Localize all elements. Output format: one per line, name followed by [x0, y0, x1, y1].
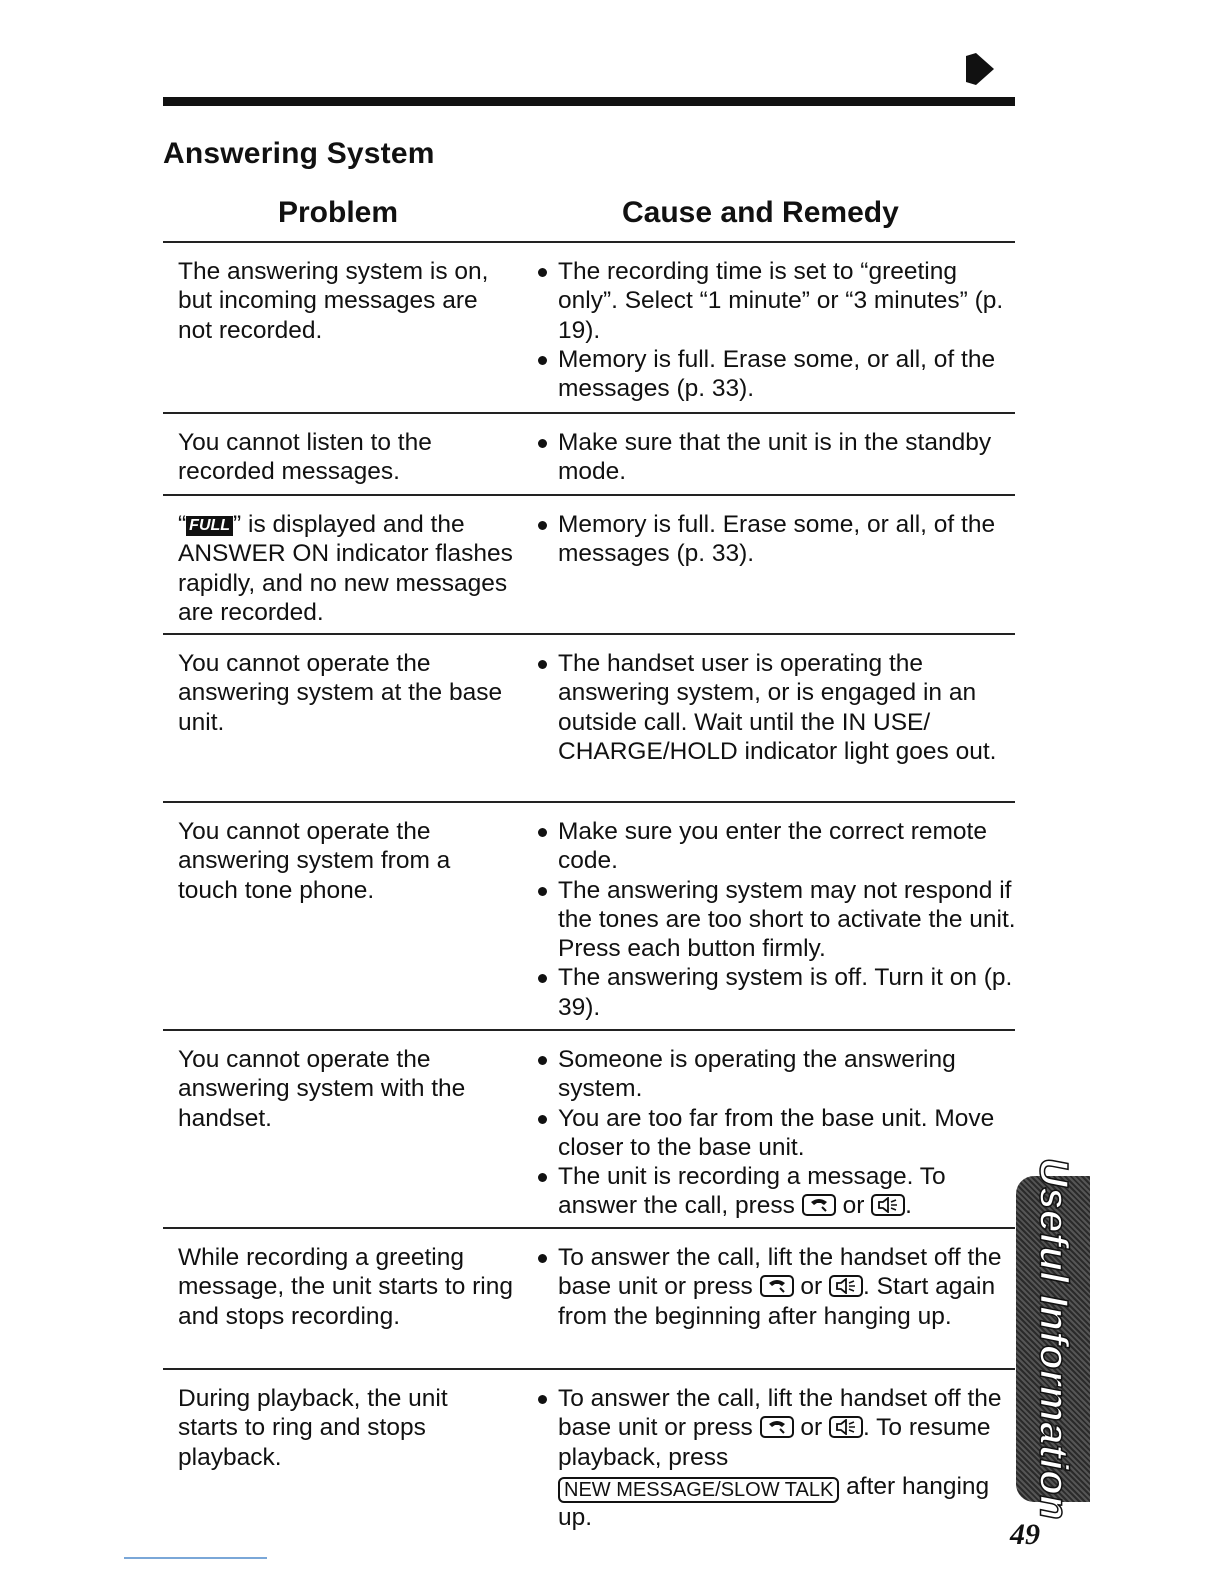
or-text: or	[800, 1273, 823, 1301]
remedy-item: Memory is full. Erase some, or all, of the messages (p. 33).	[536, 345, 1016, 404]
remedy-item	[536, 1384, 1016, 1532]
next-page-arrow-icon	[962, 52, 998, 86]
remedy-list	[536, 649, 1016, 766]
problem-text: During playback, the unit starts to ring and stops playback.	[178, 1385, 448, 1471]
remedy-text-end: . Start again from the beginning after hanging up.	[558, 1273, 996, 1330]
remedy-item	[536, 1243, 1016, 1331]
remedy-text: To answer the call, lift the handset off the base unit or press	[558, 1385, 1002, 1442]
speakerphone-button-icon	[829, 1275, 863, 1297]
section-tab-label: Useful Information	[1031, 1157, 1076, 1521]
problem-text: While recording a greeting message, the unit starts to ring and stops recording.	[178, 1244, 513, 1330]
full-memory-badge: FULL	[186, 516, 233, 536]
section-title: Answering System	[163, 137, 435, 170]
remedy-list	[536, 1045, 1016, 1221]
remedy-column-header: Cause and Remedy	[622, 196, 899, 229]
problem-text: The answering system is on, but incoming messages are not recorded.	[178, 258, 489, 344]
table-row	[163, 1029, 1015, 1227]
remedy-tail: after hanging up.	[558, 1472, 990, 1531]
footer-line	[124, 1557, 267, 1559]
remedy-item: The handset user is operating the answering system, or is engaged in an outside call. Wait until the IN USE/ CHARGE/HOLD indicator light goes out.	[536, 649, 1016, 766]
remedy-item	[536, 1162, 1016, 1221]
table-row	[163, 801, 1015, 1029]
or-text: or	[842, 1192, 865, 1220]
table-row	[163, 1368, 1015, 1568]
problem-column-header: Problem	[278, 196, 399, 229]
remedy-list	[536, 257, 1016, 403]
or-text: or	[800, 1414, 823, 1442]
remedy-text: To answer the call, lift the handset off the base unit or press	[558, 1244, 1002, 1301]
table-row	[163, 241, 1015, 412]
table-row	[163, 494, 1015, 633]
remedy-item: The answering system is off. Turn it on (p. 39).	[536, 963, 1016, 1022]
speakerphone-button-icon	[829, 1416, 863, 1438]
new-message-slow-talk-key: NEW MESSAGE/SLOW TALK	[558, 1477, 839, 1503]
remedy-item: The answering system may not respond if the tones are too short to activate the unit. Press each button firmly.	[536, 876, 1016, 964]
remedy-item: Make sure that the unit is in the standby mode.	[536, 428, 1016, 487]
page-number: 49	[1010, 1518, 1040, 1551]
section-tab	[1016, 1157, 1090, 1521]
problem-text-rest: ” is displayed and the ANSWER ON indicator flashes rapidly, and no new messages are recorded.	[178, 511, 513, 626]
open-quote: “	[178, 511, 187, 538]
talk-button-icon	[802, 1194, 836, 1216]
problem-text: You cannot operate the answering system with the handset.	[178, 1046, 466, 1132]
talk-button-icon	[760, 1275, 794, 1297]
table-row	[163, 633, 1015, 801]
remedy-item: Someone is operating the answering system.	[536, 1045, 1016, 1104]
remedy-text: The unit is recording a message. To answer the call, press	[558, 1163, 946, 1220]
remedy-list	[536, 510, 1016, 569]
remedy-item: The recording time is set to “greeting only”. Select “1 minute” or “3 minutes” (p. 19).	[536, 257, 1016, 345]
troubleshooting-table	[163, 241, 1015, 1568]
speakerphone-button-icon	[871, 1194, 905, 1216]
table-row	[163, 1227, 1015, 1368]
remedy-list	[536, 428, 1016, 487]
remedy-list	[536, 1384, 1016, 1532]
talk-button-icon	[760, 1416, 794, 1438]
top-rule	[163, 97, 1015, 106]
problem-text: You cannot operate the answering system from a touch tone phone.	[178, 818, 451, 904]
problem-text	[178, 510, 513, 627]
remedy-item: Memory is full. Erase some, or all, of the messages (p. 33).	[536, 510, 1016, 569]
remedy-text-end: .	[905, 1192, 912, 1220]
problem-text: You cannot operate the answering system at the base unit.	[178, 650, 503, 736]
problem-text: You cannot listen to the recorded messages.	[178, 429, 432, 486]
remedy-list	[536, 817, 1016, 1022]
remedy-list	[536, 1243, 1016, 1331]
remedy-item: You are too far from the base unit. Move closer to the base unit.	[536, 1104, 1016, 1163]
remedy-text-end: . To resume playback, press	[558, 1414, 991, 1471]
table-row	[163, 412, 1015, 494]
remedy-item: Make sure you enter the correct remote code.	[536, 817, 1016, 876]
